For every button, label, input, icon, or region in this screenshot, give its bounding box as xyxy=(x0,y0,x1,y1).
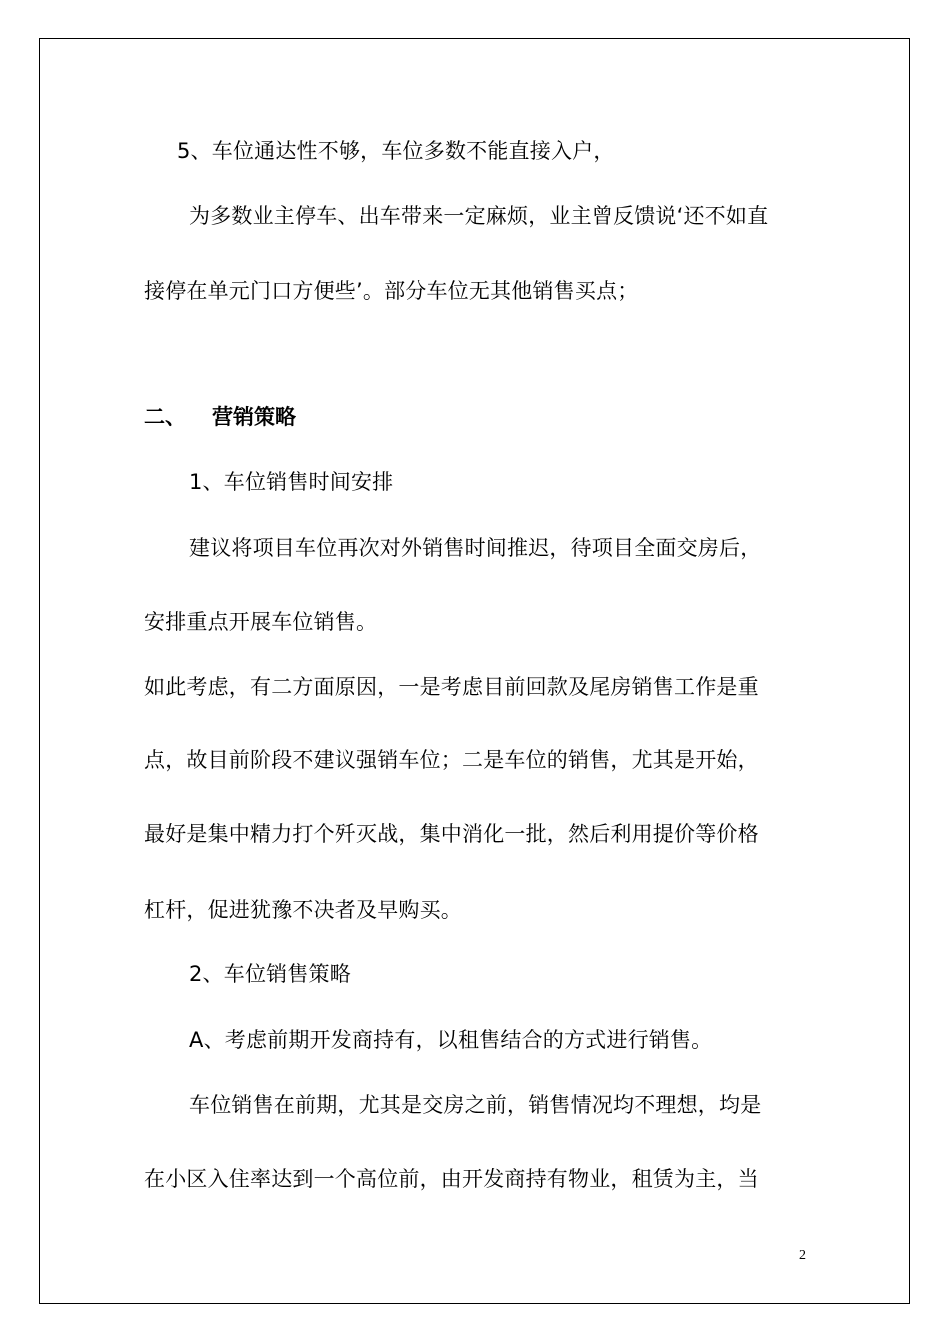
paragraph-line-itemA: A、考虑前期开发商持有，以租售结合的方式进行销售。 xyxy=(189,1028,713,1052)
page-number: 2 xyxy=(799,1248,806,1263)
paragraph-line: 如此考虑，有二方面原因，一是考虑目前回款及尾房销售工作是重 xyxy=(144,675,759,699)
paragraph-line: 在小区入住率达到一个高位前，由开发商持有物业，租赁为主，当 xyxy=(144,1167,759,1191)
subheading-sales-strategy: 2、车位销售策略 xyxy=(189,962,351,986)
paragraph-line: 安排重点开展车位销售。 xyxy=(144,610,378,634)
paragraph-line: 最好是集中精力打个歼灭战，集中消化一批，然后利用提价等价格 xyxy=(144,822,759,846)
paragraph-line: 接停在单元门口方便些’。部分车位无其他销售买点； xyxy=(144,279,639,303)
paragraph-line: 为多数业主停车、出车带来一定麻烦，业主曾反馈说‘还不如直 xyxy=(189,204,769,228)
paragraph-line: 点，故目前阶段不建议强销车位；二是车位的销售，尤其是开始， xyxy=(144,748,759,772)
paragraph-line: 建议将项目车位再次对外销售时间推迟，待项目全面交房后， xyxy=(189,536,762,560)
paragraph-line-item5: 5、车位通达性不够，车位多数不能直接入户， xyxy=(177,139,615,163)
section-heading xyxy=(144,403,296,431)
paragraph-line: 杠杆，促进犹豫不决者及早购买。 xyxy=(144,898,462,922)
section-number: 二、 xyxy=(144,405,186,429)
subheading-time-arrangement: 1、车位销售时间安排 xyxy=(189,470,394,494)
section-title: 营销策略 xyxy=(212,405,296,429)
paragraph-line: 车位销售在前期，尤其是交房之前，销售情况均不理想，均是 xyxy=(189,1093,762,1117)
